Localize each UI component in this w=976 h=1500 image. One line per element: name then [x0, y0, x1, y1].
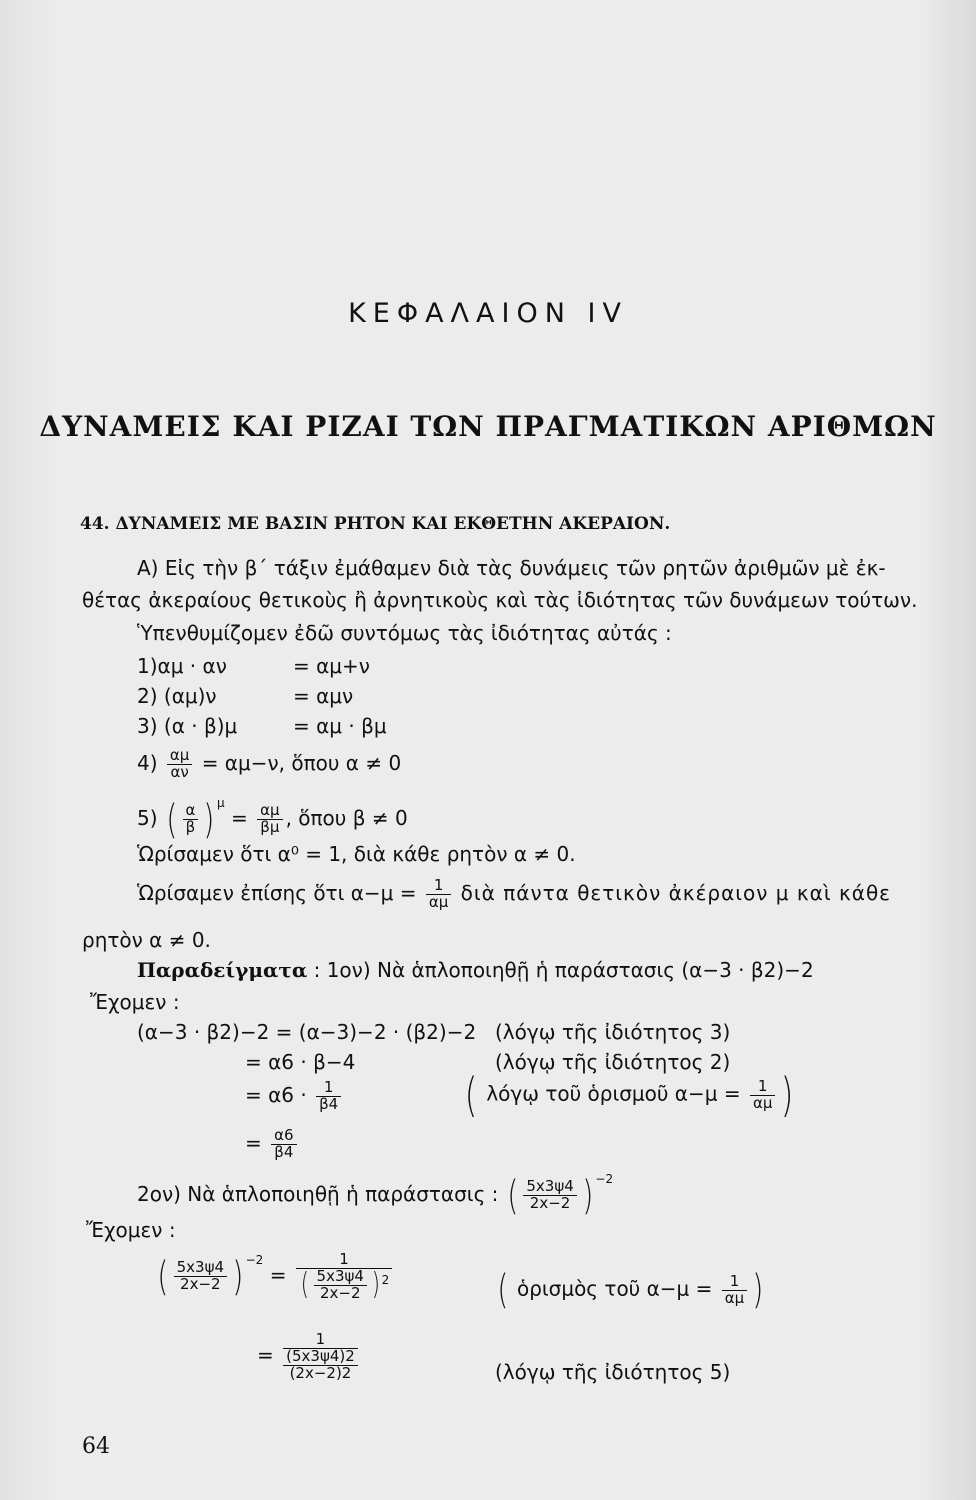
step-4-equals: =: [245, 1130, 262, 1155]
t1-reason-denominator: αμ: [724, 1288, 745, 1307]
property-5-exponent: μ: [217, 796, 225, 810]
step-3-denominator: β4: [319, 1094, 339, 1113]
definition-2-continued: ρητὸν α ≠ 0.: [82, 928, 211, 952]
property-5-rest: , ὅπου β ≠ 0: [285, 806, 408, 830]
step-3-reason-group: [462, 1068, 796, 1122]
t1-inner-denominator: 2x−2: [319, 1283, 361, 1302]
t1-right-denominator: [296, 1266, 392, 1302]
step-1-left: (α−3 · β2)−2 = (α−3)−2 · (β2)−2: [137, 1020, 477, 1044]
example-2-label: 2ον) Νὰ ἁπλοποιηθῇ ἡ παράστασις :: [137, 1182, 499, 1206]
definition-2-left: Ὡρίσαμεν ἐπίσης ὅτι α−μ =: [137, 880, 417, 905]
right-paren-icon: ): [582, 1172, 594, 1219]
right-paren-icon: ): [203, 796, 215, 843]
definition-1: Ὡρίσαμεν ὅτι α⁰ = 1, διὰ κάθε ρητὸν α ≠ 0.: [137, 842, 576, 866]
step-3-reason-fraction: [750, 1076, 775, 1112]
example-2-numerator: 5x3ψ4: [523, 1179, 576, 1196]
property-1-left: 1)αμ · αν: [137, 654, 227, 678]
examples-heading: Παραδείγματα: [137, 958, 308, 982]
step-3-numerator: 1: [316, 1080, 341, 1097]
intro-line-2: θέτας ἀκεραίους θετικοὺς ἢ ἀρνητικοὺς καὶ τὰς ἰδιότητας τῶν δυνάμεων τούτων.: [82, 588, 918, 612]
left-paren-icon: (: [300, 1267, 309, 1302]
left-paren-icon: (: [166, 796, 178, 843]
t1-inner-fraction: [314, 1266, 367, 1302]
t1-inner-numerator: 5x3ψ4: [314, 1269, 367, 1286]
definition-2-fraction: [426, 878, 451, 911]
step-2-reason: (λόγῳ τῆς ἰδιότητος 2): [495, 1050, 731, 1074]
property-3-left: 3) (α · β)μ: [137, 714, 238, 738]
property-2-right: = αμν: [293, 684, 354, 708]
left-paren-icon: (: [507, 1172, 519, 1219]
property-5-fraction: [183, 803, 199, 836]
t2-equals: =: [257, 1343, 274, 1368]
left-paren-icon: (: [497, 1267, 509, 1313]
right-paren-icon: ): [371, 1267, 380, 1302]
t2-inner-denominator: (2x−2)2: [289, 1363, 352, 1382]
property-5-denominator-2: βμ: [260, 818, 280, 836]
t1-inner-exponent: 2: [381, 1272, 390, 1287]
step-3-reason-denominator: αμ: [752, 1093, 773, 1112]
example-1-line: [137, 958, 814, 982]
right-paren-icon: ): [752, 1267, 764, 1313]
property-1-right: = αμ+ν: [293, 654, 370, 678]
t1-fraction: [174, 1260, 227, 1293]
t1-right-fraction: [296, 1252, 392, 1301]
step-4-fraction: [271, 1128, 296, 1161]
definition-2-right: διὰ πάντα θετικὸν ἀκέραιον μ καὶ κάθε: [460, 880, 891, 905]
page-number: 64: [82, 1434, 110, 1459]
property-5: [137, 796, 408, 843]
left-paren-icon: (: [157, 1253, 169, 1300]
intro-line-3: Ὑπενθυμίζομεν ἐδῶ συντόμως τὰς ἰδιότητας αὐτάς :: [137, 621, 672, 645]
chapter-heading: ΚΕΦΑΛΑΙΟΝ IV: [348, 298, 628, 329]
example-2-fraction: [523, 1179, 576, 1212]
property-4-label: 4): [137, 750, 158, 775]
definition-2-denominator: αμ: [428, 892, 449, 911]
step-3-reason: λόγῳ τοῦ ὁρισμοῦ α−μ =: [486, 1081, 741, 1106]
step-2-left: = α6 · β−4: [245, 1050, 356, 1074]
property-5-denominator: β: [185, 818, 196, 836]
property-4-denominator: αν: [170, 762, 189, 781]
right-paren-icon: ): [232, 1253, 244, 1300]
step-3-fraction: [316, 1080, 341, 1113]
have-label-2: Ἔχομεν :: [86, 1218, 176, 1242]
property-5-numerator-2: αμ: [257, 803, 282, 820]
step-3-left-group: [245, 1080, 344, 1113]
t1-group: [155, 1252, 395, 1301]
property-5-label: 5): [137, 806, 158, 830]
property-4: [137, 748, 401, 781]
t1-reason: ὁρισμὸς τοῦ α−μ =: [516, 1276, 713, 1301]
t2-numerator: 1: [315, 1330, 326, 1348]
property-3-right: = αμ · βμ: [293, 714, 387, 738]
t2-group: [257, 1332, 361, 1381]
example-1-label: : 1ον) Νὰ ἁπλοποιηθῇ ἡ παράστασις (α−3 · β2)−2: [313, 958, 814, 982]
t2-inner-fraction: [283, 1348, 358, 1382]
property-4-numerator: αμ: [167, 748, 192, 765]
left-paren-icon: (: [464, 1068, 478, 1122]
t2-inner-numerator: (5x3ψ4)2: [283, 1348, 358, 1366]
t1-reason-numerator: 1: [722, 1274, 747, 1291]
t1-numerator: 5x3ψ4: [174, 1260, 227, 1277]
example-2-denominator: 2x−2: [529, 1194, 571, 1212]
t1-exponent: −2: [245, 1253, 264, 1268]
right-paren-icon: ): [781, 1068, 794, 1122]
t1-reason-group: [495, 1267, 766, 1313]
property-5-numerator: α: [183, 803, 199, 820]
definition-2-numerator: 1: [426, 878, 451, 895]
t1-reason-fraction: [722, 1271, 747, 1307]
step-3-left: = α6 ·: [245, 1082, 307, 1107]
step-4-group: [245, 1128, 300, 1161]
example-2-exponent: −2: [595, 1172, 614, 1186]
section-heading: 44. ΔΥΝΑΜΕΙΣ ΜΕ ΒΑΣΙΝ ΡΗΤΟΝ ΚΑΙ ΕΚΘΕΤΗΝ ΑΚΕΡΑΙΟΝ.: [80, 514, 671, 534]
t2-denominator: [283, 1348, 358, 1382]
t1-denominator: 2x−2: [180, 1275, 221, 1294]
property-4-fraction: [167, 748, 192, 781]
property-4-rest: = αμ−ν, ὅπου α ≠ 0: [201, 750, 402, 775]
chapter-title: ΔΥΝΑΜΕΙΣ ΚΑΙ ΡΙΖΑΙ ΤΩΝ ΠΡΑΓΜΑΤΙΚΩΝ ΑΡΙΘΜΩΝ: [39, 410, 937, 443]
intro-line-1: Α) Εἰς τὴν β΄ τάξιν ἐμάθαμεν διὰ τὰς δυνάμεις τῶν ρητῶν ἀριθμῶν μὲ ἐκ-: [137, 556, 886, 580]
t1-equals: =: [269, 1263, 287, 1288]
definition-2: [137, 878, 891, 911]
property-5-fraction-2: [257, 803, 282, 836]
t1-right-numerator: 1: [296, 1252, 392, 1269]
have-label-1: Ἔχομεν :: [90, 990, 180, 1014]
step-4-numerator: α6: [271, 1128, 296, 1145]
property-5-equals: =: [231, 806, 248, 830]
t2-reason: (λόγῳ τῆς ἰδιότητος 5): [495, 1360, 731, 1384]
step-4-denominator: β4: [274, 1142, 294, 1161]
example-2-line: [137, 1172, 614, 1219]
step-3-reason-numerator: 1: [750, 1079, 775, 1096]
t2-fraction: [283, 1332, 358, 1381]
step-1-reason: (λόγῳ τῆς ἰδιότητος 3): [495, 1020, 731, 1044]
property-2-left: 2) (αμ)ν: [137, 684, 217, 708]
